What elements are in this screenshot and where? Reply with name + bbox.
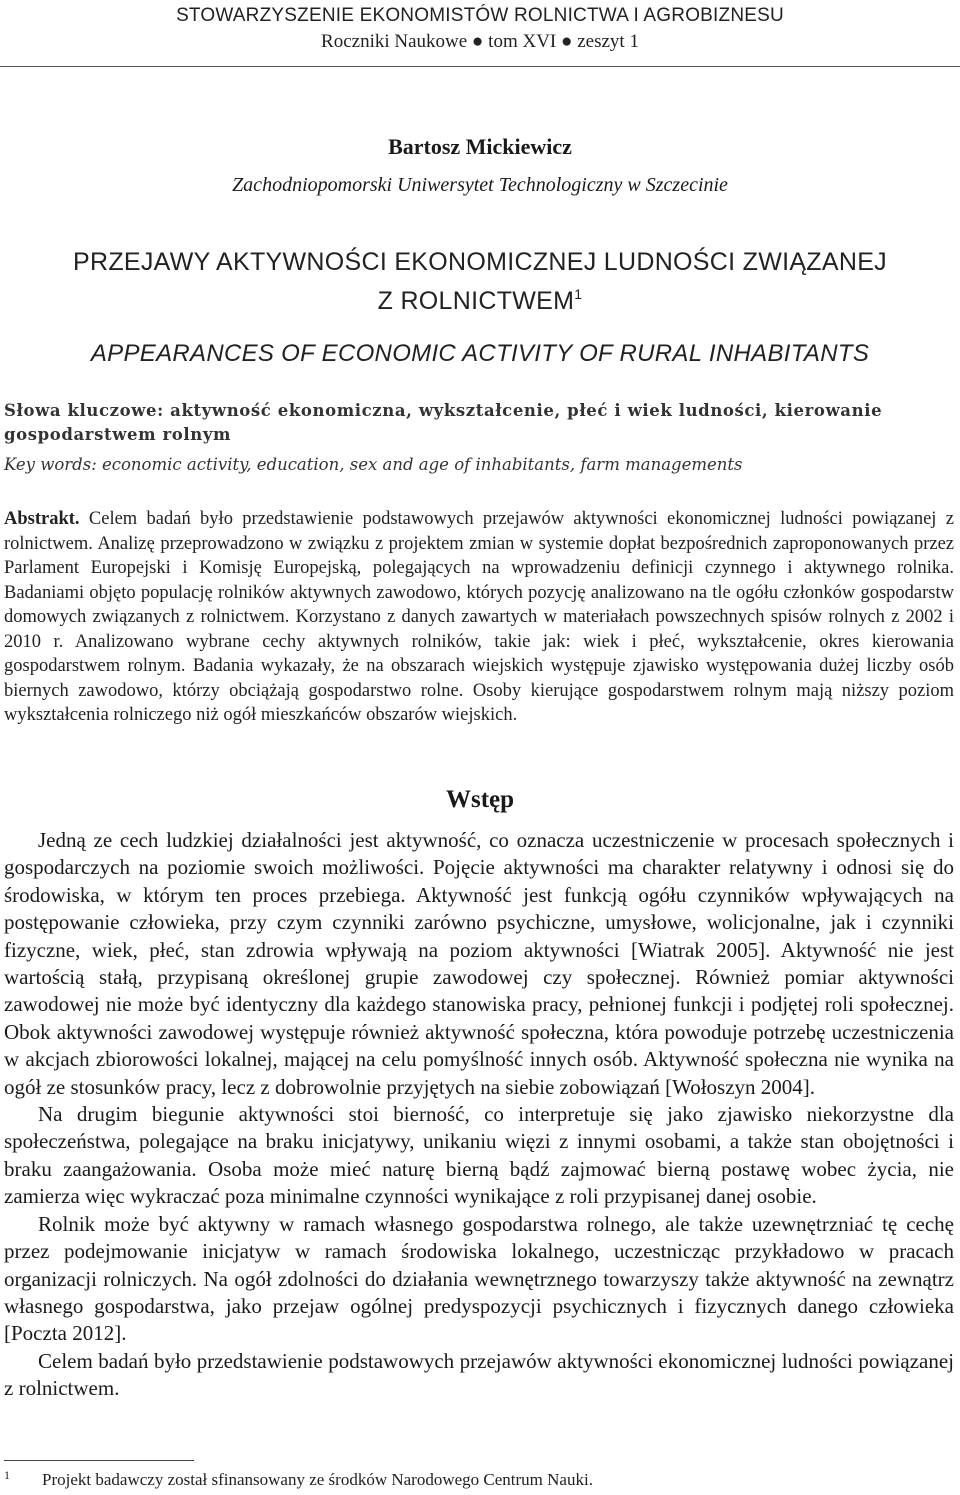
- abstract-text: Celem badań było przedstawienie podstawowych przejawów aktywności ekonomicznej ludności powiązanej z rolnictwem. Analizę przeprowadzono w związku z projektem zmian w systemie dopłat bezpośrednich zaproponowanych przez Parlament Europejski i Komisję Europejską, polegających na wprowadzeniu definicji czynnego i aktywnego rolnika. Badaniami objęto populację rolników aktywnych zawodowo, których pozycję analizowano na tle ogółu członków gospodarstw domowych związanych z rolnictwem. Korzystano z danych zawartych w materiałach powszechnych spisów rolnych z 2002 i 2010 r. Analizowano wybrane cechy aktywnych rolników, takie jak: wiek i płeć, wykształcenie, okres kierowania gospodarstwem rolnym. Badania wykazały, że na obszarach wiejskich występuje zjawisko występowania dużej liczby osób biernych zawodowo, którzy obciążają gospodarstwo rolne. Osoby kierujące gospodarstwem rolnym mają niższy poziom wykształcenia rolniczego niż ogół mieszkańców obszarów wiejskich.: [4, 509, 954, 725]
- paragraph: Rolnik może być aktywny w ramach własnego gospodarstwa rolnego, ale także uzewnętrzniać tę cechę przez podejmowanie inicjatyw w ramach środowiska lokalnego, uczestnicząc przykładowo w pracach organizacji rolniczych. Na ogół zdolności do działania wewnętrznego towarzyszy także aktywność na zewnątrz własnego gospodarstwa, jako przejaw ogólnej predyspozycji psychicznych i fizycznych danego człowieka [Poczta 2012].: [4, 1211, 954, 1346]
- footnote-text: Projekt badawczy został sfinansowany ze środków Narodowego Centrum Nauki.: [42, 1470, 593, 1489]
- author-affiliation: Zachodniopomorski Uniwersytet Technologiczny w Szczecinie: [232, 174, 728, 196]
- journal-info: Roczniki Naukowe ● tom XVI ● zeszyt 1: [321, 31, 639, 52]
- footnote-divider: [4, 1460, 194, 1461]
- journal-header: [0, 0, 960, 54]
- organization-name: STOWARZYSZENIE EKONOMISTÓW ROLNICTWA I AGROBIZNESU: [176, 5, 784, 26]
- title-pl-line-1: PRZEJAWY AKTYWNOŚCI EKONOMICZNEJ LUDNOŚCI ZWIĄZANEJ: [73, 248, 887, 276]
- paper-title-pl: [0, 246, 960, 317]
- paragraph: Na drugim biegunie aktywności stoi bierność, co interpretuje się jako zjawisko niekorzystne dla społeczeństwa, polegające na braku inicjatywy, unikaniu więzi z innymi osobami, a także stan obojętności i braku zaangażowania. Osoba może mieć naturę bierną bądź zajmować bierną postawę wobec życia, nie zamierza więc wykraczać poza minimalne czynności wynikające z roli przypisanej danej osobie.: [4, 1102, 954, 1209]
- keywords-pl: Słowa kluczowe: aktywność ekonomiczna, wykształcenie, płeć i wiek ludności, kierowanie gospodarstwem rolnym: [4, 401, 883, 444]
- paper-title-en: APPEARANCES OF ECONOMIC ACTIVITY OF RURAL INHABITANTS: [90, 340, 870, 367]
- paragraph: Celem badań było przedstawienie podstawowych przejawów aktywności ekonomicznej ludności powiązanej z rolnictwem.: [4, 1348, 954, 1401]
- title-pl-line-2-text: Z ROLNICTWEM: [377, 287, 575, 315]
- author-name: Bartosz Mickiewicz: [388, 134, 572, 159]
- abstract: [4, 507, 954, 728]
- header-divider: [0, 66, 960, 67]
- footnote: [4, 1468, 593, 1490]
- keywords-en: Key words: economic activity, education, sex and age of inhabitants, farm managements: [4, 455, 743, 474]
- footnote-number: 1: [4, 1468, 10, 1482]
- section-heading: Wstęp: [445, 786, 515, 813]
- body-text: [4, 827, 954, 1403]
- paragraph: Jedną ze cech ludzkiej działalności jest aktywność, co oznacza uczestniczenie w procesach społecznych i gospodarczych na poziomie swoich możliwości. Pojęcie aktywności ma charakter relatywny i odnosi się do środowiska, w którym ten proces przebiega. Aktywność jest funkcją ogółu czynników wpływających na postępowanie człowieka, przy czym czynniki zarówno psychiczne, umysłowe, wolicjonalne, jak i czynniki fizyczne, wiek, płeć, stan zdrowia wpływają na poziom aktywności [Wiatrak 2005]. Aktywność nie jest wartością stałą, przypisaną określonej grupie zawodowej czy społecznej. Również pomiar aktywności zawodowej nie może być identyczny dla każdego stanowiska pracy, pełnionej funkcji i podjętej roli społecznej. Obok aktywności zawodowej występuje również aktywność społeczna, która powoduje potrzebę uczestniczenia w akcjach zbiorowości lokalnej, mającej na celu pomyślność innych osób. Aktywność społeczna nie wynika na ogół ze stosunków pracy, lecz z dobrowolnie przyjętych na siebie zobowiązań [Wołoszyn 2004].: [4, 828, 954, 1099]
- title-footnote-mark: 1: [574, 286, 583, 302]
- abstract-label: Abstrakt.: [4, 509, 80, 529]
- title-pl-line-2: [0, 278, 960, 317]
